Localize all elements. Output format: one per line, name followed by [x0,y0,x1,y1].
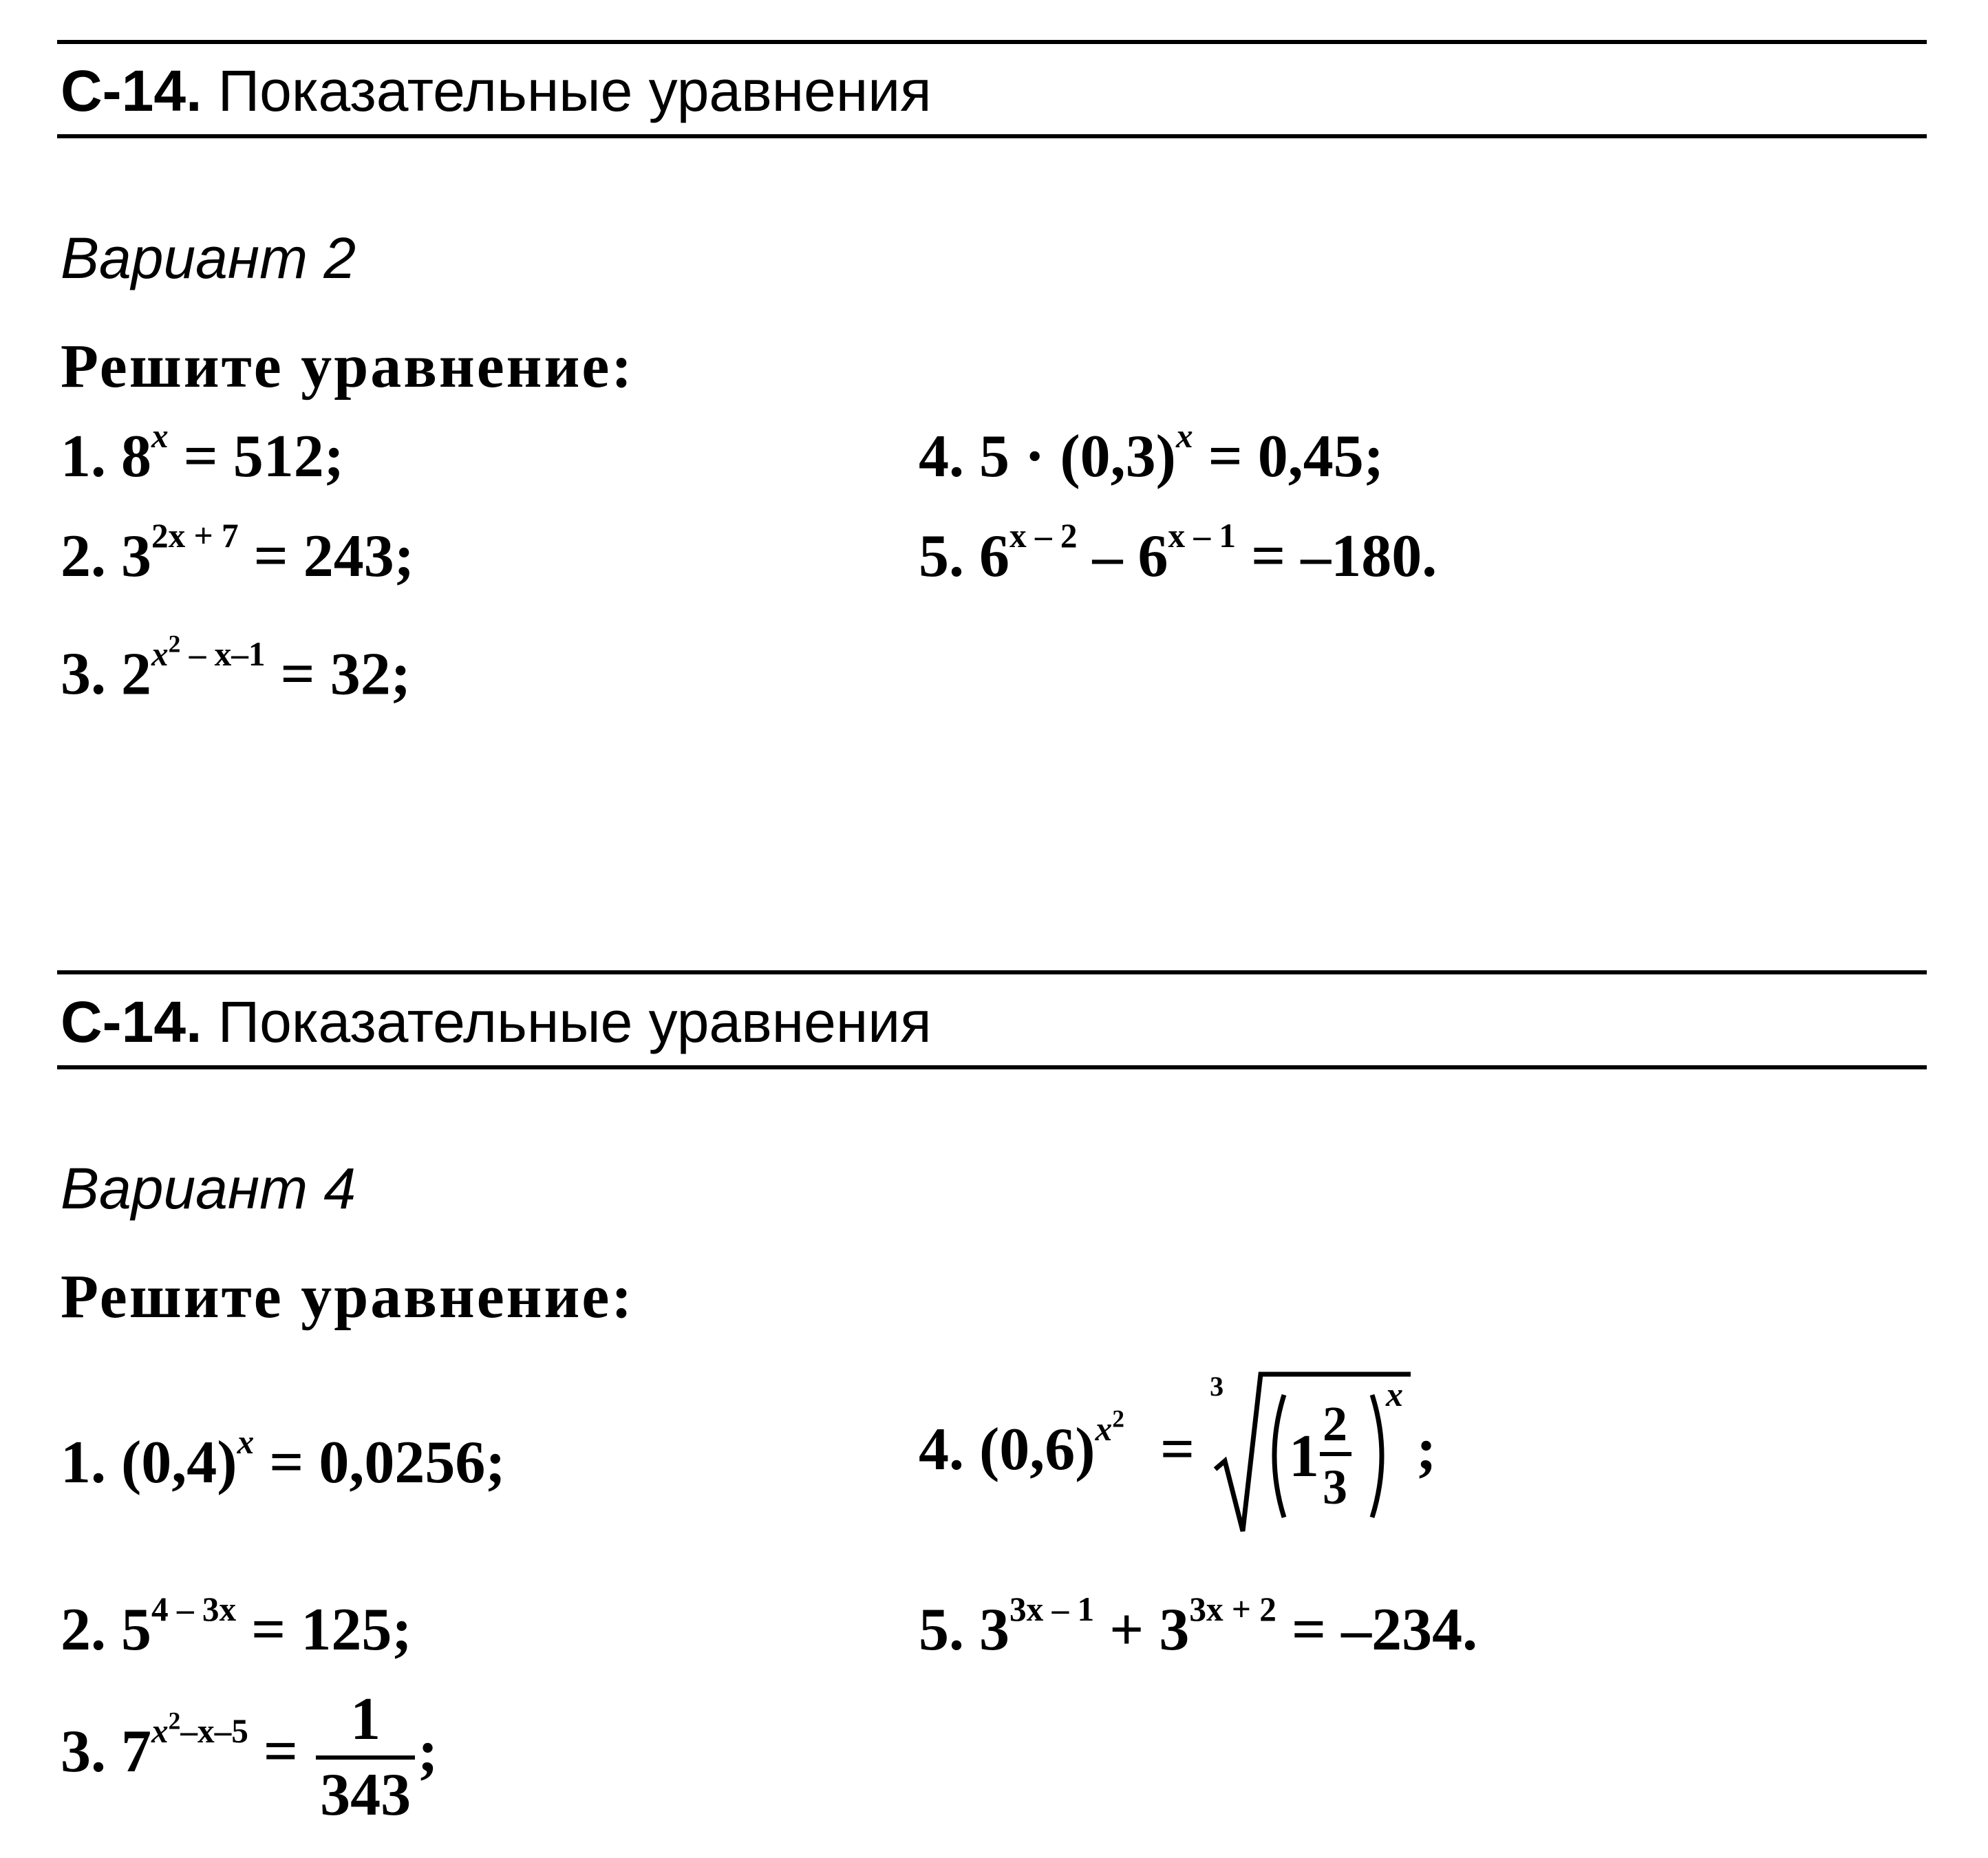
instruction-2: Решите уравнение: [61,1263,634,1331]
svg-text:2: 2 [1323,1396,1348,1451]
svg-text:3: 3 [1323,1460,1348,1515]
cube-root: 3 1 2 3 x [1210,1366,1416,1545]
equation-1-4: 4. $5 \cdot (0,3)^x = 0,45$; [919,417,1385,490]
section-header-1 [61,58,932,123]
variant-title-2: Вариант 4 [61,1156,356,1221]
section-title: Показательные уравнения [217,990,932,1054]
section-code: С-14. [61,58,202,123]
top-rule-1 [57,40,1927,44]
equation-1-5: 5. 6$^{x - 2}$ – 6$^{x - 1}$ = –180. [919,517,1437,590]
bottom-rule-1 [57,134,1927,138]
equation-2-4: 4. $(0,6)^{x^2}$ = 3 1 2 3 x ; [919,1366,1436,1545]
equation-2-5: 5. $3^{3x - 1} + 3^{3x + 2} = -234$. [919,1590,1478,1663]
equation-1-2: 2. $3^{2x + 7} = 243$; [61,517,415,590]
instruction-1: Решите уравнение: [61,332,634,401]
radical-sign-icon [1210,1366,1416,1545]
variant-title-1: Вариант 2 [61,226,356,290]
equation-1-1: 1. 8$^x$ = 512; [61,417,345,490]
equation-2-1: 1. $(0,4)^x = 0,0256$; [61,1423,506,1496]
equation-1-3: 3. $2^{x^2 - x-1} = 32$; [61,630,411,708]
top-rule-2 [57,970,1927,974]
section-title: Показательные уравнения [217,58,932,123]
section-header-2 [61,990,932,1054]
bottom-rule-2 [57,1065,1927,1069]
fraction: $\frac{1}{343}$ [316,1689,415,1826]
svg-text:1: 1 [1289,1423,1320,1490]
svg-text:x: x [1386,1375,1404,1413]
equation-2-2: 2. $5^{4 - 3x} = 125$; [61,1590,412,1663]
section-code: С-14. [61,990,202,1054]
equation-2-3: 3. $7^{x^2-x-5}$ = $\frac{1}{343}$ ; [61,1686,438,1828]
